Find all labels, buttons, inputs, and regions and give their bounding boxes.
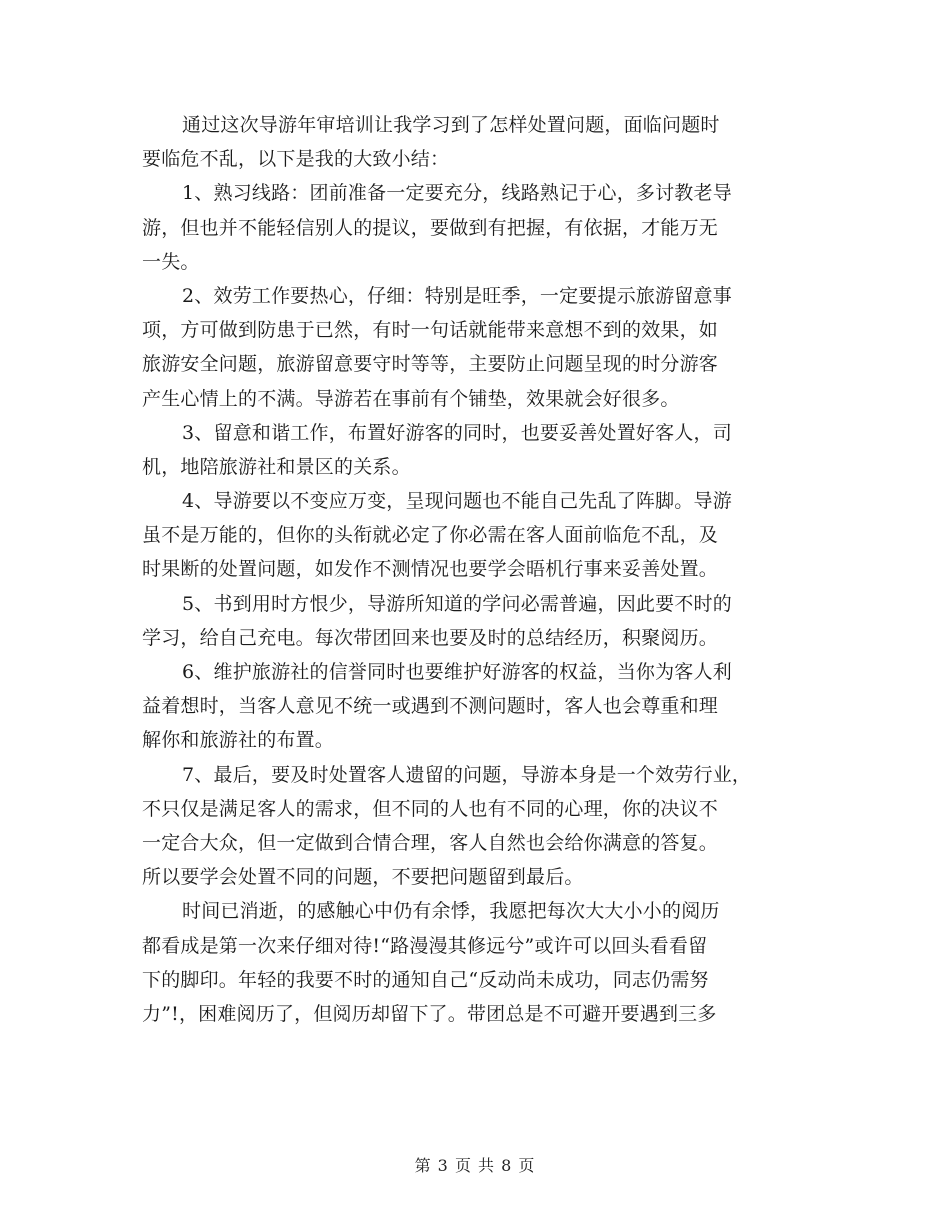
text-line: 项，方可做到防患于已然，有时一句话就能带来意想不到的效果，如 [142,319,719,342]
paragraph [142,484,822,587]
text-line: 通过这次导游年审培训让我学习到了怎样处置问题，面临问题时 [182,114,720,136]
text-line: 下的脚印。年轻的我要不时的通知自己“反动尚未成功，同志仍需努 [142,968,709,991]
text-line: 7、最后，要及时处置客人遗留的问题，导游本身是一个效劳行业， [182,763,752,786]
text-line: 要临危不乱，以下是我的大致小结： [142,148,450,171]
text-line: 都看成是第一次来仔细对待!“路漫漫其修远兮”或许可以回头看看留 [142,934,708,957]
text-line: 6、维护旅游社的信誉同时也要维护好游客的权益，当你为客人利 [182,661,732,683]
text-line: 不只仅是满足客人的需求，但不同的人也有不同的心理，你的决议不 [142,797,719,820]
text-line: 所以要学会处置不同的问题，不要把问题留到最后。 [142,866,584,889]
text-line: 益着想时，当客人意见不统一或遇到不测问题时，客人也会尊重和理 [142,695,719,718]
paragraph [142,758,822,895]
text-line: 虽不是万能的，但你的头衔就必定了你必需在客人面前临危不乱，及 [142,524,719,547]
document-body [142,108,822,1031]
paragraph [142,279,822,416]
text-line: 2、效劳工作要热心，仔细：特别是旺季，一定要提示旅游留意事 [182,284,732,307]
text-line: 一定合大众，但一定做到合情合理，客人自然也会给你满意的答复。 [142,831,719,854]
paragraph [142,894,822,1031]
text-line: 力”!，困难阅历了，但阅历却留下了。带团总是不可避开要遇到三多 [142,1002,717,1025]
text-line: 一失。 [142,250,200,273]
text-line: 4、导游要以不变应万变，呈现问题也不能自己先乱了阵脚。导游 [182,490,732,513]
text-line: 1、熟习线路：团前准备一定要充分，线路熟记于心，多讨教老导 [182,182,732,205]
text-line: 旅游安全问题，旅游留意要守时等等，主要防止问题呈现的时分游客 [142,353,719,376]
text-line: 学习，给自己充电。每次带团回来也要及时的总结经历，积聚阅历。 [142,626,719,649]
text-line: 机，地陪旅游社和景区的关系。 [142,455,411,478]
text-line: 5、书到用时方恨少，导游所知道的学问必需普遍，因此要不时的 [182,592,732,615]
page-footer: 第 3 页 共 8 页 [414,1156,536,1175]
text-line: 解你和旅游社的布置。 [142,729,335,752]
paragraph [142,416,822,484]
text-line: 产生心情上的不满。导游若在事前有个铺垫，效果就会好很多。 [142,387,680,410]
text-line: 时间已消逝，的感触心中仍有余悸，我愿把每次大大小小的阅历 [182,900,720,923]
text-line: 时果断的处置问题，如发作不测情况也要学会晤机行事来妥善处置。 [142,558,719,581]
paragraph [142,108,822,176]
paragraph [142,587,822,655]
paragraph [142,655,822,758]
paragraph [142,176,822,279]
text-line: 3、留意和谐工作，布置好游客的同时，也要妥善处置好客人，司 [182,421,732,444]
text-line: 游，但也并不能轻信别人的提议，要做到有把握，有依据，才能万无 [142,216,719,239]
